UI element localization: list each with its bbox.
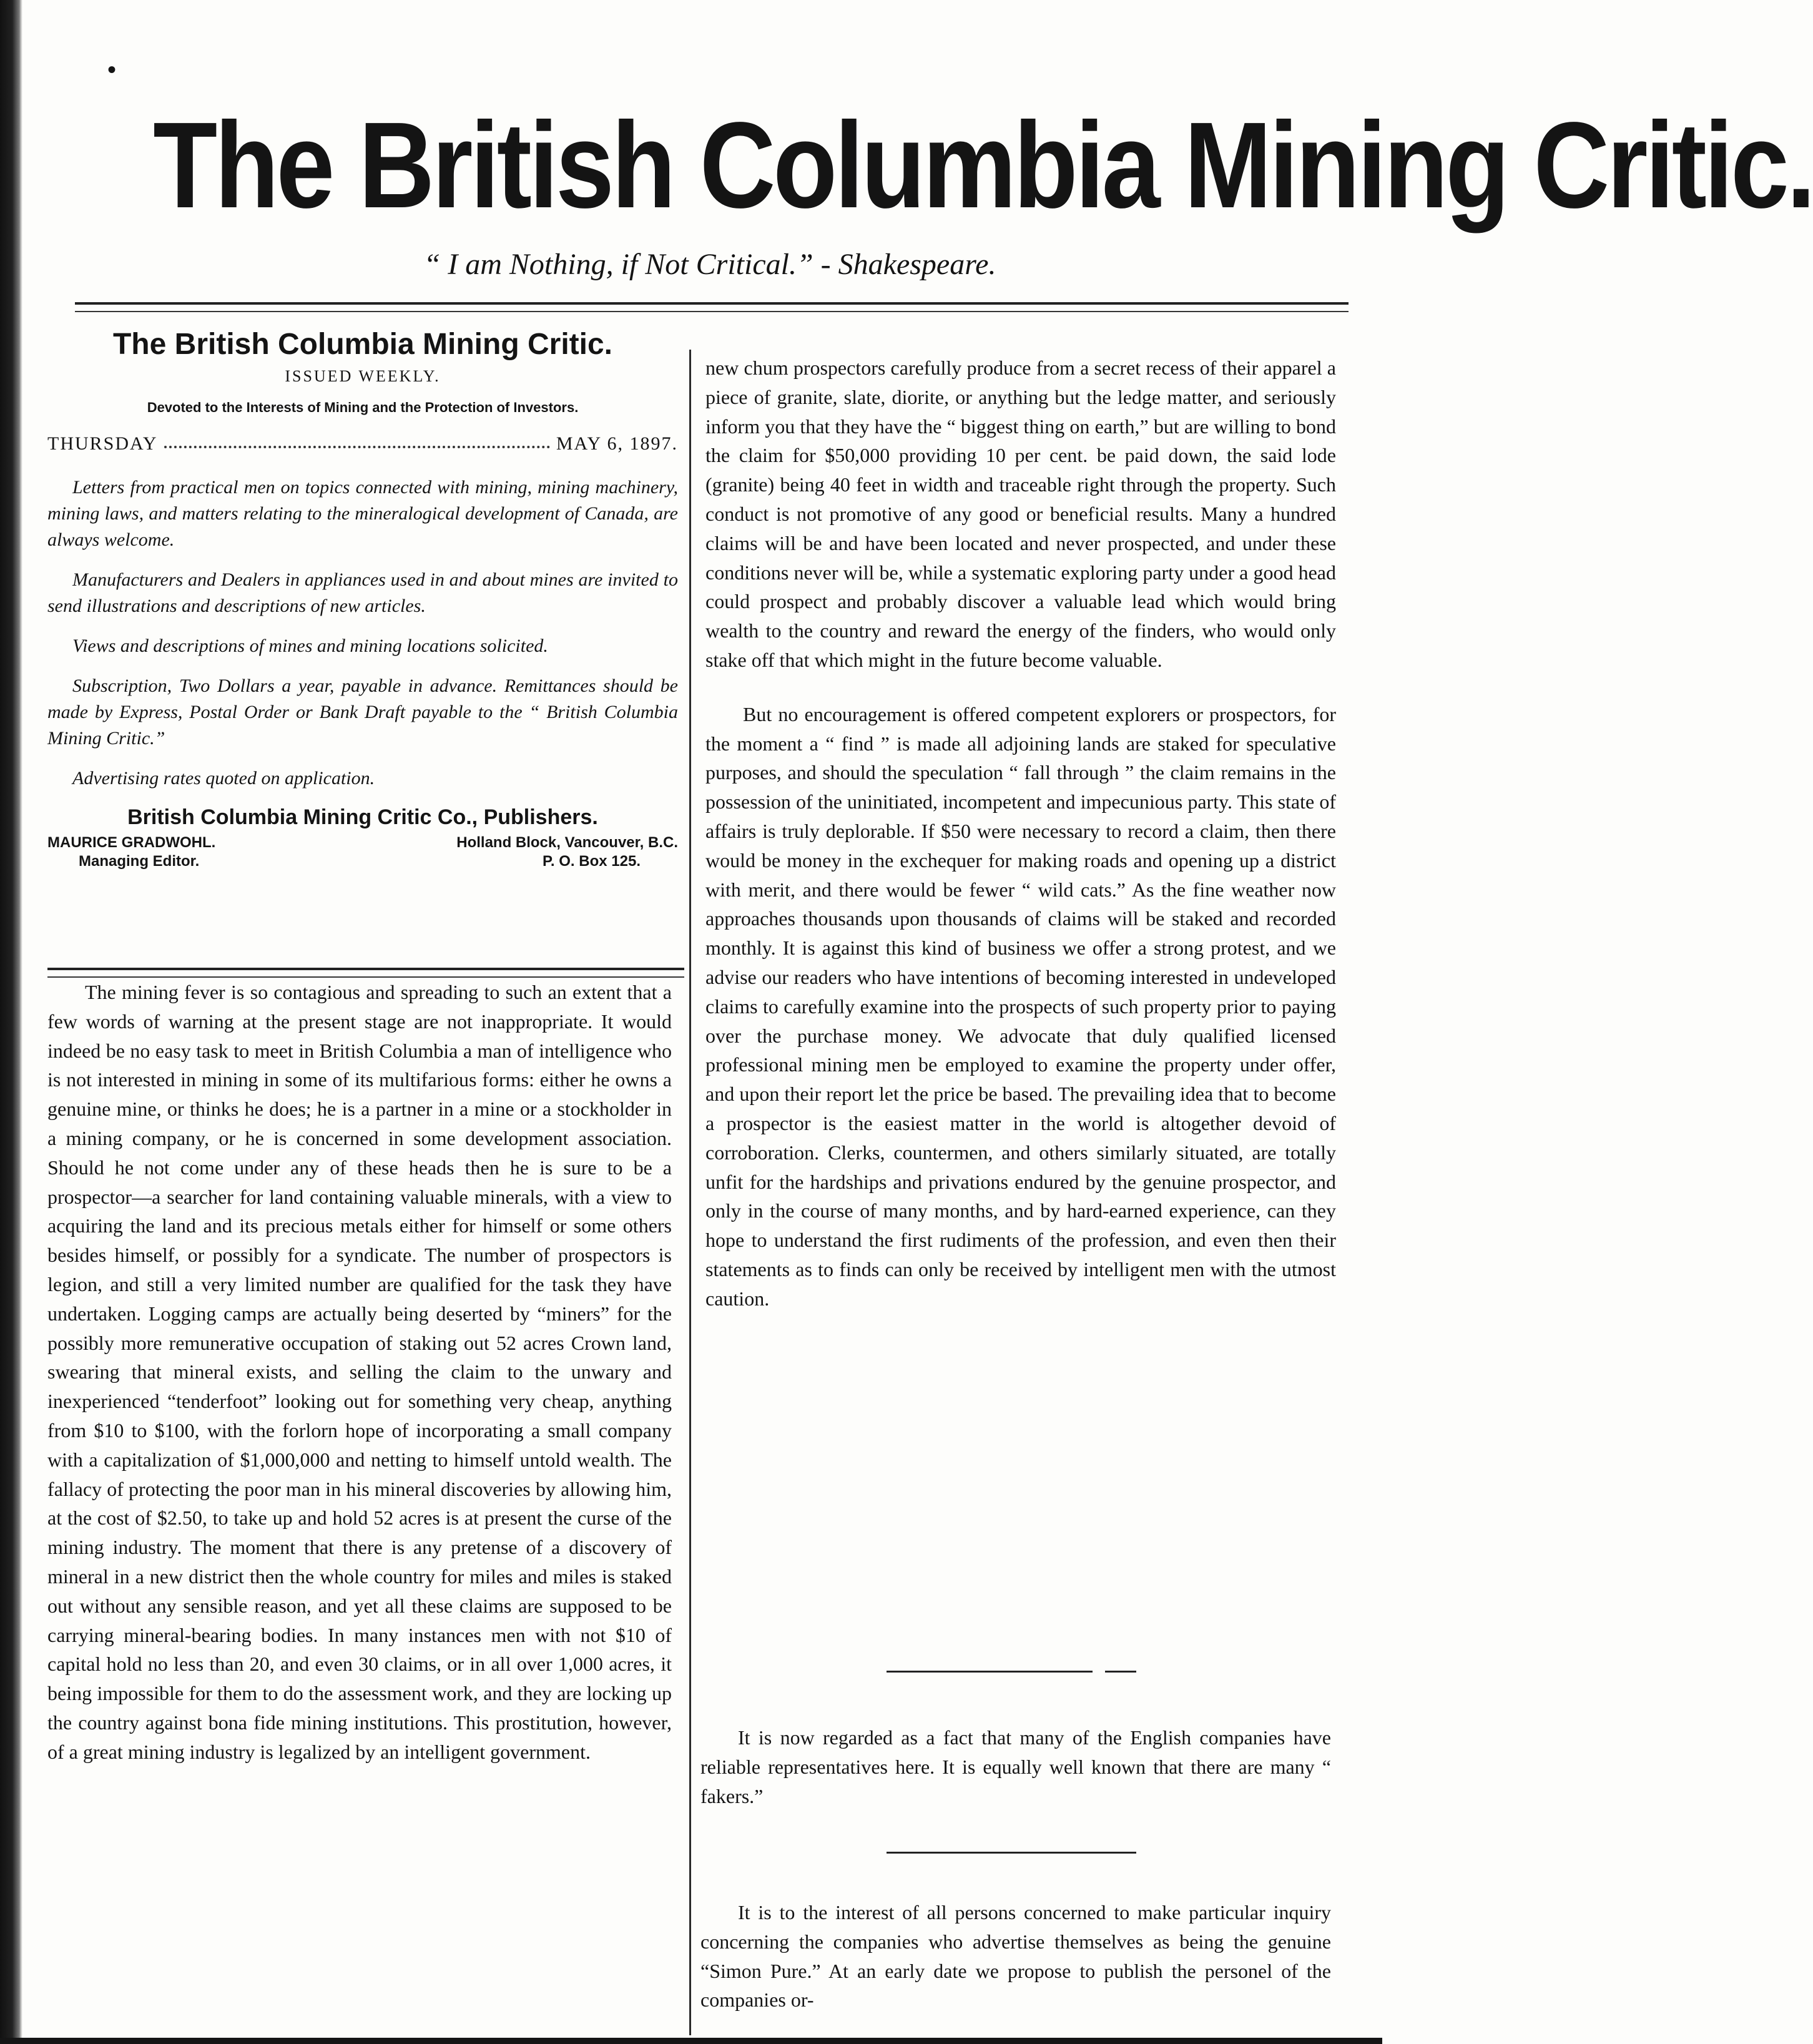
issued-weekly: ISSUED WEEKLY. <box>285 367 441 385</box>
editor-name: MAURICE GRADWOHL. <box>47 834 216 851</box>
page-bottom-edge <box>0 2038 1382 2044</box>
masthead-title: The British Columbia Mining Critic. <box>153 97 1813 233</box>
masthead <box>62 94 1813 300</box>
right-column <box>705 353 1336 1314</box>
masthead-rule <box>75 302 1349 312</box>
article-paragraph: But no encouragement is offered competent explorers or prospectors, for the moment a “ find ” is made all adjoining lands are staked for speculative purposes, and should the speculation “ fall through ” the claim remains in the possession of the uninitiated, incompetent and impecunious party. This state of affairs is truly deplorable. If $50 were necessary to record a claim, then there would be money in the exchequer for making roads and opening up a district with merit, and there would be fewer “ wild cats.” As the fine weather now approaches thousands upon thousands of claims will be staked and recorded monthly. It is against this kind of business we offer a strong protest, and we advise our readers who have intentions of becoming interested in undeveloped claims to carefully examine into the prospects of such property prior to paying over the purchase money. We advocate that duly qualified licensed professional mining men be employed to examine the property under offer, and upon their report let the price be based. The prevailing idea that to become a prospector is the easiest matter in the world is altogether devoid of corroboration. Clerks, countermen, and others similarly situated, are totally unfit for the hardships and privations endured by the genuine prospector, and only in the course of many months, and by hard-earned experience, can they hope to understand the first rudiments of the profession, and even then their statements as to finds can only be received by intelligent men with the utmost caution. <box>705 702 1336 1310</box>
address-line-2: P. O. Box 125. <box>543 853 641 870</box>
article-paragraph: new chum prospectors carefully produce from a secret recess of their apparel a piece of granite, slate, diorite, or anything but the ledge matter, and seriously inform you that they have the “ biggest thing on earth,” but are willing to bond the claim for $50,000 providing 10 per cent. be paid down, the said lode (granite) being 40 feet in width and traceable right through the property. Such conduct is not promotive of any good or beneficial results. Many a hundred claims will be and have been located and never prospected, and under these conditions never will be, while a systematic exploring party under a good head could prospect and probably discover a valuable lead which would bring wealth to the country and reward the energy of the finders, who would only stake off that which might in the future become valuable. <box>705 356 1336 671</box>
address-line-1: Holland Block, Vancouver, B.C. <box>456 834 678 851</box>
issue-date: MAY 6, 1897. <box>556 433 678 454</box>
editor-title: Managing Editor. <box>79 853 200 870</box>
devoted-line: Devoted to the Interests of Mining and the Protection of Investors. <box>147 400 579 415</box>
section-rule <box>887 1852 1136 1854</box>
left-column <box>47 978 672 1767</box>
manufacturers-notice: Manufacturers and Dealers in appliances used in and about mines are invited to send illustrations and descriptions of new articles. <box>47 569 678 616</box>
publisher-line: British Columbia Mining Critic Co., Publishers. <box>127 805 598 829</box>
article-paragraph: It is to the interest of all persons concerned to make particular inquiry concerning the companies who advertise themselves as being the genuine “Simon Pure.” At an early date we propose to publish the personel of the companies or- <box>700 1901 1331 2012</box>
article-paragraph: It is now regarded as a fact that many of the English companies have reliable representatives here. It is equally well known that there are many “ fakers.” <box>700 1726 1331 1807</box>
letters-notice: Letters from practical men on topics connected with mining, mining machinery, mining laws, and matters relating to the mineralogical development of Canada, are always welcome. <box>47 477 678 550</box>
note-simon-pure <box>700 1898 1331 2015</box>
column-divider <box>689 350 691 2035</box>
ink-speck: • <box>107 56 117 84</box>
box-title: The British Columbia Mining Critic. <box>112 328 612 361</box>
article-paragraph: The mining fever is so contagious and spreading to such an extent that a few words of warning at the present stage are not inappropriate. It would indeed be no easy task to meet in British Columbia a man of intelligence who is not interested in mining in some of its multifarious forms: either he owns a genuine mine, or thinks he does; he is a partner in a mine or a stockholder in a mining company, or he is concerned in some development association. Should he not come under any of these heads then he is sure to be a prospector—a searcher for land containing valuable minerals, with a view to acquiring the land and its precious metals either for himself or some others besides himself, or possibly for a syndicate. The number of prospectors is legion, and still a very limited number are qualified for the task they have undertaken. Logging camps are actually being deserted by “miners” for the possibly more remunerative occupation of staking out 52 acres Crown land, swearing that mineral exists, and selling the claim to the unwary and inexperienced “tenderfoot” looking out for something very cheap, anything from $10 to $100, with the forlorn hope of incorporating a small company with a capitalization of $1,000,000 and netting to himself untold wealth. The fallacy of protecting the poor man in his mineral discoveries by allowing him, at the cost of $2.50, to take up and hold 52 acres is at present the curse of the mining industry. The moment that there is any pretense of a discovery of mineral in a new district then the whole country for miles and miles is staked out without any sensible reason, and yet all these claims are supposed to be carrying mineral-bearing bodies. In many instances men with not $10 of capital hold no less than 20, and even 30 claims, or in all over 1,000 acres, it being impossible for them to do the assessment work, and they are locking up the country against bona fide mining institutions. This prostitution, however, of a great mining industry is legalized by an intelligent government. <box>47 981 672 1763</box>
views-notice: Views and descriptions of mines and mining locations solicited. <box>72 636 548 656</box>
note-fakers <box>700 1723 1331 1811</box>
advertising-notice: Advertising rates quoted on application. <box>72 768 375 789</box>
staff-block <box>47 833 678 871</box>
page-binding-edge <box>0 0 22 2044</box>
section-rule <box>887 1671 1093 1673</box>
box-bottom-rule <box>47 968 684 978</box>
issue-date-line <box>47 433 678 454</box>
publication-box <box>47 325 678 871</box>
subscription-notice: Subscription, Two Dollars a year, payable in advance. Remittances should be made by Express, Postal Order or Bank Draft payable to the “ British Columbia Mining Critic.” <box>47 676 678 749</box>
masthead-motto: “ I am Nothing, if Not Critical.” - Shakespeare. <box>423 248 996 281</box>
paragraph-gap <box>705 675 1336 700</box>
issue-day: THURSDAY <box>47 433 158 454</box>
section-rule-dash <box>1105 1671 1136 1673</box>
leader-dots <box>164 433 550 448</box>
